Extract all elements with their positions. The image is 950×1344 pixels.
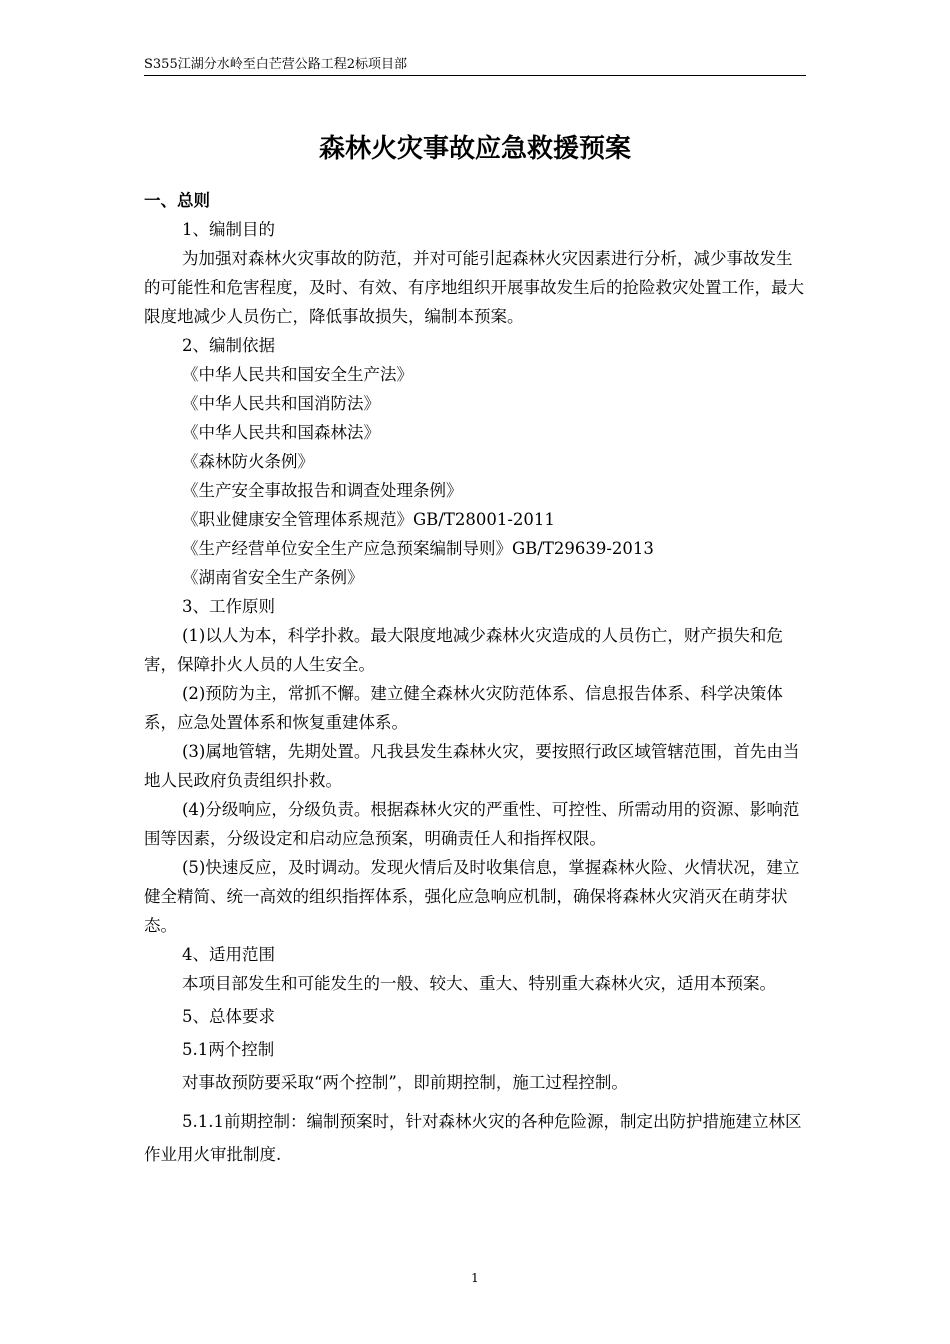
document-body — [144, 186, 806, 1171]
header-rule — [144, 75, 806, 76]
section-heading: 一、总则 — [144, 191, 210, 210]
principle-item: (5)快速反应，及时调动。发现火情后及时收集信息，掌握森林火险、火情状况，建立健全精简、统一高效的组织指挥体系，强化应急响应机制，确保将森林火灾消灭在萌芽状态。 — [144, 858, 800, 935]
principle-item: (3)属地管辖，先期处置。凡我县发生森林火灾，要按照行政区域管辖范围，首先由当地人民政府负责组织扑救。 — [144, 742, 800, 790]
law-item: 《森林防火条例》 — [182, 452, 314, 471]
subheading-principles: 3、工作原则 — [182, 597, 275, 616]
law-item: 《中华人民共和国安全生产法》 — [182, 365, 413, 384]
subheading-scope: 4、适用范围 — [182, 945, 275, 964]
law-item: 《中华人民共和国消防法》 — [182, 394, 380, 413]
subheading-purpose: 1、编制目的 — [182, 220, 275, 239]
law-item: 《中华人民共和国森林法》 — [182, 423, 380, 442]
paragraph-purpose: 为加强对森林火灾事故的防范，并对可能引起森林火灾因素进行分析，减少事故发生的可能性和危害程度，及时、有效、有序地组织开展事故发生后的抢险救灾处置工作，最大限度地减少人员伤亡，降低事故损失，编制本预案。 — [144, 249, 804, 326]
paragraph-early-control: 5.1.1前期控制：编制预案时，针对森林火灾的各种危险源，制定出防护措施建立林区作业用火审批制度. — [144, 1112, 802, 1164]
subheading-requirements: 5、总体要求 — [182, 1007, 275, 1026]
running-header: S355江湖分水岭至白芒营公路工程2标项目部 — [144, 57, 407, 72]
document-title: 森林火灾事故应急救援预案 — [318, 134, 631, 164]
page-number: 1 — [471, 1271, 479, 1285]
principle-item: (2)预防为主，常抓不懈。建立健全森林火灾防范体系、信息报告体系、科学决策体系，应急处置体系和恢复重建体系。 — [144, 684, 783, 732]
paragraph-scope: 本项目部发生和可能发生的一般、较大、重大、特别重大森林火灾，适用本预案。 — [182, 974, 776, 993]
law-item: 《职业健康安全管理体系规范》GB/T28001-2011 — [182, 510, 555, 529]
principle-item: (4)分级响应，分级负责。根据森林火灾的严重性、可控性、所需动用的资源、影响范围等因素，分级设定和启动应急预案，明确责任人和指挥权限。 — [144, 800, 800, 848]
subheading-two-controls: 5.1两个控制 — [182, 1040, 275, 1059]
law-item: 《湖南省安全生产条例》 — [182, 568, 364, 587]
law-item: 《生产安全事故报告和调查处理条例》 — [182, 481, 463, 500]
subheading-basis: 2、编制依据 — [182, 336, 275, 355]
law-item: 《生产经营单位安全生产应急预案编制导则》GB/T29639-2013 — [182, 539, 654, 558]
paragraph-two-controls: 对事故预防要采取“两个控制”，即前期控制，施工过程控制。 — [182, 1073, 628, 1092]
principle-item: (1)以人为本，科学扑救。最大限度地减少森林火灾造成的人员伤亡，财产损失和危害，保障扑火人员的人生安全。 — [144, 626, 783, 674]
